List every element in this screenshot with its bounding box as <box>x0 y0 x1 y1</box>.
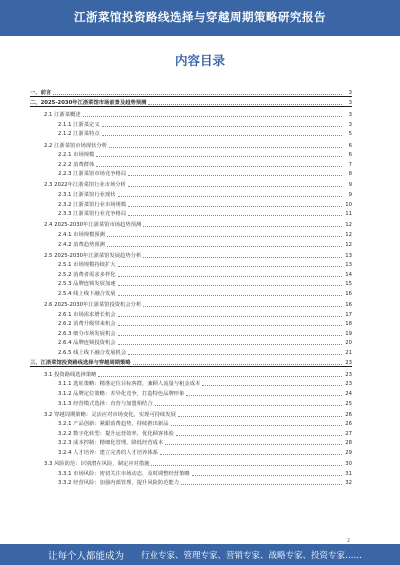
toc-entry-page: 26 <box>345 411 352 418</box>
toc-entry-page: 25 <box>345 400 352 407</box>
toc-entry-page: 7 <box>348 161 352 168</box>
toc-entry-page: 28 <box>345 440 352 447</box>
toc-entry-label: 2.4.1 市场规模预测 <box>58 231 105 238</box>
toc-entry[interactable] <box>30 346 352 356</box>
toc-entry[interactable] <box>30 408 352 418</box>
toc-entry-label: 2.4 2025-2030年江浙菜馆市场趋势预测 <box>44 222 142 229</box>
toc-entry[interactable] <box>30 139 352 149</box>
toc-entry[interactable] <box>30 427 352 437</box>
toc-entry-page: 21 <box>345 350 352 357</box>
toc-entry-page: 17 <box>345 311 352 318</box>
toc-entry-label: 2.6.1 市场需求增长机会 <box>58 311 116 318</box>
toc-entry[interactable] <box>30 437 352 447</box>
toc-entry-label: 2.6.2 消费升级带来机会 <box>58 321 116 328</box>
toc-leader-dots <box>143 225 342 227</box>
toc-entry-label: 2.2.3 江浙菜馆市场竞争格局 <box>58 171 127 178</box>
toc-entry-label: 3.2.3 成本控制：精细化管理，降低经营成本 <box>58 440 164 447</box>
toc-entry[interactable] <box>30 249 352 259</box>
toc-leader-dots <box>118 275 342 277</box>
toc-entry-label: 2.3.3 江浙菜馆行业竞争格局 <box>58 211 127 218</box>
toc-entry-page: 20 <box>345 340 352 347</box>
toc-leader-dots <box>118 195 342 197</box>
toc-entry[interactable] <box>30 97 352 108</box>
toc-entry[interactable] <box>30 219 352 229</box>
toc-entry[interactable] <box>30 158 352 168</box>
toc-entry-label: 2.2 江浙菜馆市场现状分析 <box>44 142 108 149</box>
toc-entry-page: 11 <box>345 211 352 218</box>
toc-entry-page: 13 <box>345 262 352 269</box>
toc-entry-page: 6 <box>348 152 352 159</box>
toc-leader-dots <box>118 294 342 296</box>
toc-entry[interactable] <box>30 477 352 487</box>
toc-leader-dots <box>118 334 342 336</box>
toc-leader-dots <box>118 284 342 286</box>
toc-entry-page: 3 <box>348 112 352 119</box>
toc-leader-dots <box>151 464 342 466</box>
toc-leader-dots <box>143 256 342 258</box>
toc-entry-label: 2.1.1 江浙菜定义 <box>58 121 100 128</box>
toc-leader-dots <box>128 353 342 355</box>
toc-entry-page: 19 <box>345 330 352 337</box>
toc-entry-page: 12 <box>345 222 352 229</box>
toc-entry[interactable] <box>30 308 352 318</box>
toc-entry-label: 2.6 2025-2030年江浙菜馆投资机会分析 <box>44 302 142 309</box>
toc-entry-label: 2.5.1 市场规模持续扩大 <box>58 262 116 269</box>
toc-entry-label: 3.1.3 经营模式选择：直营与加盟相结合 <box>58 400 153 407</box>
toc-leader-dots <box>202 384 342 386</box>
toc-leader-dots <box>96 155 342 157</box>
toc-entry-label: 2.6.4 品牌连锁投资机会 <box>58 340 116 347</box>
toc-entry-label: 2.6.5 线上线下融合发展机会 <box>58 350 127 357</box>
toc-entry[interactable] <box>30 128 352 138</box>
toc-entry-page: 3 <box>348 100 352 107</box>
toc-entry-page: 3 <box>348 121 352 128</box>
toc-entry-label: 三、江浙菜馆投资路线选择与穿越周期策略 <box>30 359 131 366</box>
toc-entry-label: 2.5.2 消费者需求多样化 <box>58 271 116 278</box>
toc-entry-page: 3 <box>348 89 352 96</box>
toc-leader-dots <box>181 483 342 485</box>
toc-entry[interactable] <box>30 118 352 128</box>
footer-bar <box>0 544 400 565</box>
toc-entry-page: 14 <box>345 271 352 278</box>
toc-leader-dots <box>128 214 342 216</box>
toc-entry-page: 23 <box>345 381 352 388</box>
toc-entry[interactable] <box>30 238 352 248</box>
footer-slogan: 让每个人都能成为 <box>48 551 125 562</box>
report-header-bar <box>0 0 400 36</box>
report-title: 江浙菜馆投资路线选择与穿越周期策略研究报告 <box>74 10 326 24</box>
toc-entry-page: 26 <box>345 421 352 428</box>
toc-entry[interactable] <box>30 378 352 388</box>
toc-entry[interactable] <box>30 188 352 198</box>
toc-leader-dots <box>107 245 342 247</box>
toc-leader-dots <box>128 185 342 187</box>
toc-leader-dots <box>128 174 342 176</box>
toc-leader-dots <box>143 305 342 307</box>
page-number: 2 <box>346 538 350 544</box>
toc-entry[interactable] <box>30 268 352 278</box>
toc-leader-dots <box>192 474 342 476</box>
toc-leader-dots <box>107 235 342 237</box>
toc-leader-dots <box>176 434 342 436</box>
toc-entry[interactable] <box>30 278 352 288</box>
toc-leader-dots <box>155 404 342 406</box>
toc-leader-dots <box>186 394 342 396</box>
toc-entry-page: 9 <box>348 182 352 189</box>
toc-entry[interactable] <box>30 467 352 477</box>
toc-entry-page: 32 <box>345 480 352 487</box>
toc-leader-dots <box>102 134 342 136</box>
toc-entry-label: 2.2.1 市场规模 <box>58 152 95 159</box>
toc-leader-dots <box>171 424 342 426</box>
toc-leader-dots <box>118 343 342 345</box>
toc-entry-page: 16 <box>345 302 352 309</box>
toc-entry-label: 2.3.2 江浙菜馆行业市场规模 <box>58 201 127 208</box>
toc-entry-page: 31 <box>345 470 352 477</box>
toc-leader-dots <box>118 324 342 326</box>
toc-leader-dots <box>83 115 342 117</box>
toc-entry-page: 29 <box>345 449 352 456</box>
toc-entry-label: 2.5 2025-2030年江浙菜馆发展趋势分析 <box>44 252 142 259</box>
toc-entry-label: 2.3.1 江浙菜馆行业现状 <box>58 192 116 199</box>
toc-entry-label: 2.5.3 品牌连锁发展加速 <box>58 281 116 288</box>
toc-entry[interactable] <box>30 457 352 467</box>
toc-leader-dots <box>98 375 342 377</box>
toc-entry-page: 13 <box>345 252 352 259</box>
toc-entry-label: 3.2.1 产品创新：紧跟消费趋势，持续推出新品 <box>58 421 169 428</box>
toc-entry-label: 2.4.2 消费趋势预测 <box>58 241 105 248</box>
toc-heading: 内容目录 <box>174 53 225 68</box>
toc-leader-dots <box>128 205 342 207</box>
toc-entry-page: 16 <box>345 290 352 297</box>
toc-entry-label: 一、前言 <box>30 89 52 96</box>
footer-tags: 行业专家、管理专家、营销专家、战略专家、投资专家…… <box>141 551 363 561</box>
toc-entry[interactable] <box>30 149 352 159</box>
toc-entry-label: 3.3.1 市场风险：密切关注市场动态，及时调整经营策略 <box>58 470 190 477</box>
toc-leader-dots <box>53 93 342 95</box>
toc-entry-label: 3.3.2 经营风险：加强内部管理，提升风险防范能力 <box>58 480 180 487</box>
toc-entry-page: 5 <box>348 131 352 138</box>
toc-entry[interactable] <box>30 418 352 428</box>
toc-entry[interactable] <box>30 168 352 178</box>
toc-entry-page: 9 <box>348 192 352 199</box>
toc-entry[interactable] <box>30 327 352 337</box>
toc-entry-page: 10 <box>345 201 352 208</box>
toc-entry[interactable] <box>30 337 352 347</box>
toc-entry-label: 3.1.2 品牌定位策略：差异化竞争，打造特色品牌形象 <box>58 390 185 397</box>
toc-entry-page: 30 <box>345 461 352 468</box>
toc-leader-dots <box>165 443 342 445</box>
toc-entry[interactable] <box>30 208 352 218</box>
toc-entry-page: 23 <box>345 371 352 378</box>
toc-entry-page: 24 <box>345 390 352 397</box>
toc-entry-label: 2.2.2 消费群体 <box>58 161 95 168</box>
toc-leader-dots <box>148 103 342 105</box>
toc-entry-label: 3.1 投资路线选择策略 <box>44 371 97 378</box>
toc-entry-label: 3.3 风险防范：识别潜在风险，制定应对措施 <box>44 461 150 468</box>
toc-entry-label: 2.1.2 江浙菜特点 <box>58 131 100 138</box>
toc-leader-dots <box>118 315 342 317</box>
toc-entry[interactable] <box>30 109 352 119</box>
toc-leader-dots <box>133 363 342 365</box>
toc-entry-page: 8 <box>348 171 352 178</box>
table-of-contents <box>30 86 352 486</box>
toc-entry-label: 2.1 江浙菜概述 <box>44 112 81 119</box>
toc-leader-dots <box>109 146 342 148</box>
toc-entry[interactable] <box>30 86 352 97</box>
toc-entry[interactable] <box>30 228 352 238</box>
toc-entry-label: 2.3 2022年江浙菜馆行业市场分析 <box>44 182 126 189</box>
toc-entry-page: 18 <box>345 321 352 328</box>
toc-entry-label: 3.2 穿越周期策略：灵活应对市场变化，实现可持续发展 <box>44 411 176 418</box>
toc-entry[interactable] <box>30 446 352 456</box>
toc-entry[interactable] <box>30 356 352 367</box>
toc-entry-page: 6 <box>348 142 352 149</box>
toc-entry[interactable] <box>30 318 352 328</box>
toc-entry-page: 12 <box>345 241 352 248</box>
toc-entry[interactable] <box>30 397 352 407</box>
toc-entry[interactable] <box>30 287 352 297</box>
toc-leader-dots <box>118 265 342 267</box>
toc-leader-dots <box>178 415 342 417</box>
toc-entry-page: 27 <box>345 430 352 437</box>
toc-entry[interactable] <box>30 298 352 308</box>
toc-entry[interactable] <box>30 368 352 378</box>
toc-entry-page: 12 <box>345 231 352 238</box>
toc-entry-label: 二、2025-2030年江浙菜馆市场前景及趋势预测 <box>30 100 147 107</box>
toc-entry[interactable] <box>30 387 352 397</box>
toc-entry[interactable] <box>30 259 352 269</box>
toc-entry-label: 3.2.4 人才培养：建立完善的人才培养体系 <box>58 449 158 456</box>
toc-leader-dots <box>96 165 342 167</box>
toc-entry-label: 3.2.2 数字化转型：提升运营效率，优化顾客体验 <box>58 430 174 437</box>
toc-entry-label: 3.1.1 选址策略：精准定位目标客群，兼顾人流量与租金成本 <box>58 381 201 388</box>
toc-leader-dots <box>160 453 342 455</box>
toc-entry-page: 23 <box>345 359 352 366</box>
toc-entry-label: 2.5.4 线上线下融合发展 <box>58 290 116 297</box>
toc-entry[interactable] <box>30 198 352 208</box>
toc-entry-label: 2.6.3 细分市场发展机会 <box>58 330 116 337</box>
toc-entry-page: 15 <box>345 281 352 288</box>
toc-leader-dots <box>102 125 342 127</box>
toc-entry[interactable] <box>30 179 352 189</box>
